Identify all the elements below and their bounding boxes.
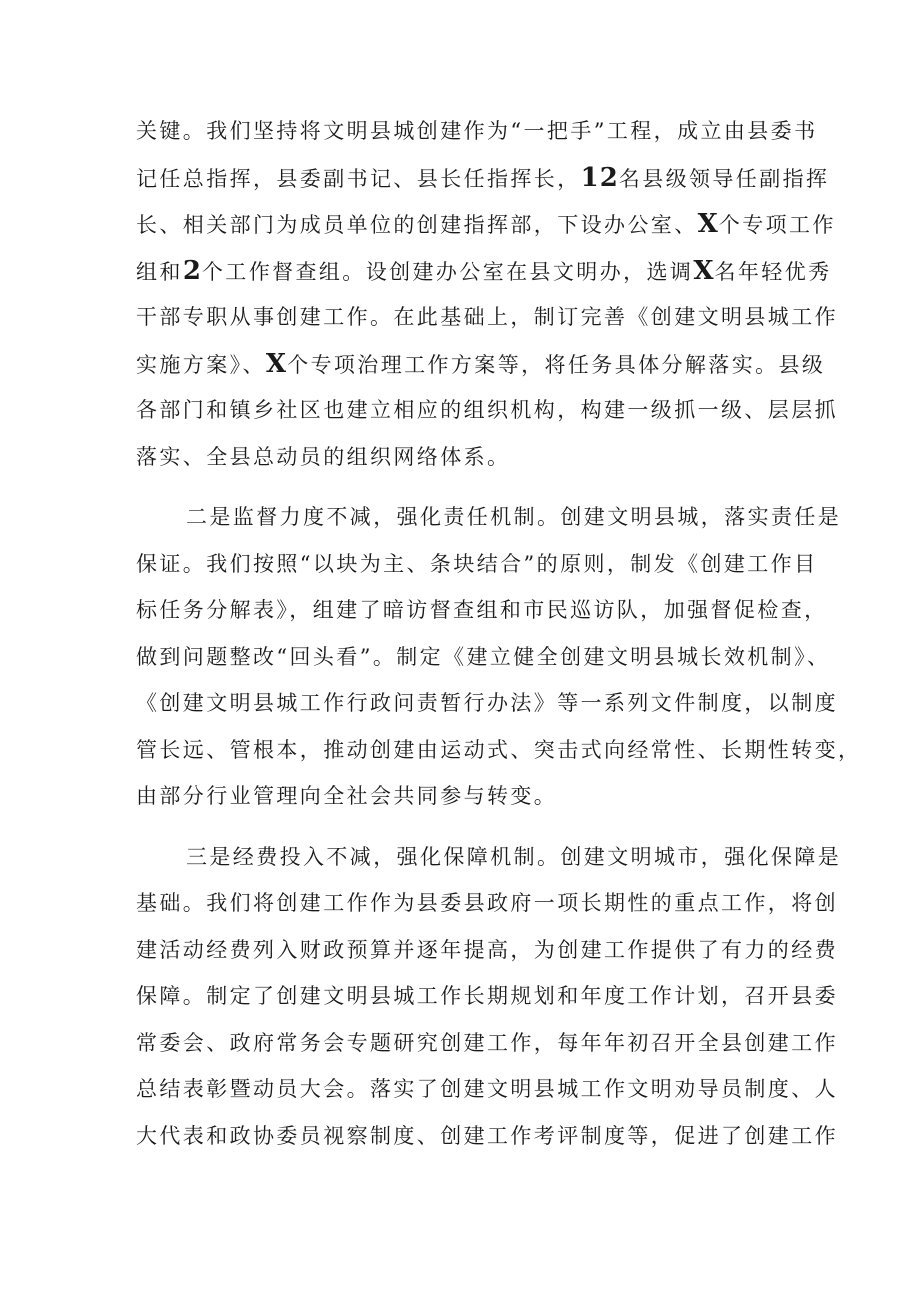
text-line: 三是经费投入不减，强化保障机制。创建文明城市，强化保障是 xyxy=(186,844,842,869)
text-line: 大代表和政协委员视察制度、创建工作考评制度等，促进了创建工作 xyxy=(136,1123,838,1148)
text-line: 落实、全县总动员的组织网络体系。 xyxy=(136,444,511,469)
text-line: 建活动经费列入财政预算并逐年提高，为创建工作提供了有力的经费 xyxy=(136,937,838,962)
text-line: 基础。我们将创建工作作为县委县政府一项长期性的重点工作，将创 xyxy=(136,891,838,915)
text-line: 总结表彰暨动员大会。落实了创建文明县城工作文明劝导员制度、人 xyxy=(136,1077,838,1101)
text-line: 由部分行业管理向全社会共同参与转变。 xyxy=(136,784,558,808)
paragraph-spacer xyxy=(136,820,800,834)
text-line: 关键。我们坚持将文明县城创建作为“一把手”工程，成立由县委书 xyxy=(136,119,818,143)
text-line: 实施方案》、X个专项治理工作方案等，将任务具体分解落实。县级 xyxy=(136,348,826,379)
text-line: 记任总指挥，县委副书记、县长任指挥长，12名县级领导任副指挥 xyxy=(136,162,830,193)
text-line: 二是监督力度不减，强化责任机制。创建文明县城，落实责任是 xyxy=(186,505,842,529)
text-line: 各部门和镇乡社区也建立相应的组织机构，构建一级抓一级、层层抓 xyxy=(136,398,838,422)
inline-number: X xyxy=(265,348,288,379)
text-line: 做到问题整改“回头看”。制定《建立健全创建文明县城长效机制》、 xyxy=(136,644,831,669)
text-line: 干部专职从事创建工作。在此基础上，制订完善《创建文明县城工作 xyxy=(136,305,838,329)
document-body xyxy=(136,108,862,1159)
inline-number: X xyxy=(697,209,719,239)
paragraph-organization xyxy=(136,108,838,480)
inline-number: 2 xyxy=(182,255,202,286)
paragraph-funding xyxy=(136,834,842,1160)
text-line: 管长远、管根本，推动创建由运动式、突击式向经常性、长期性转变， xyxy=(136,737,862,762)
text-line: 常委会、政府常务会专题研究创建工作，每年年初召开全县创建工作 xyxy=(136,1030,838,1055)
text-line: 组和2个工作督查组。设创建办公室在县文明办，选调X名年轻优秀 xyxy=(136,255,832,286)
text-line: 保障。制定了创建文明县城工作长期规划和年度工作计划，召开县委 xyxy=(136,984,838,1008)
text-line: 保证。我们按照“以块为主、条块结合”的原则，制发《创建工作目 xyxy=(136,551,818,576)
text-line: 长、相关部门为成员单位的创建指挥部，下设办公室、X个专项工作 xyxy=(136,209,836,239)
paragraph-spacer xyxy=(136,480,800,494)
inline-number: 12 xyxy=(580,162,619,193)
text-line: 标任务分解表》，组建了暗访督查组和市民巡访队，加强督促检查， xyxy=(136,598,828,622)
text-line: 《创建文明县城工作行政问责暂行办法》等一系列文件制度，以制度 xyxy=(136,691,838,715)
paragraph-supervision xyxy=(136,494,862,820)
inline-number: X xyxy=(693,255,715,286)
